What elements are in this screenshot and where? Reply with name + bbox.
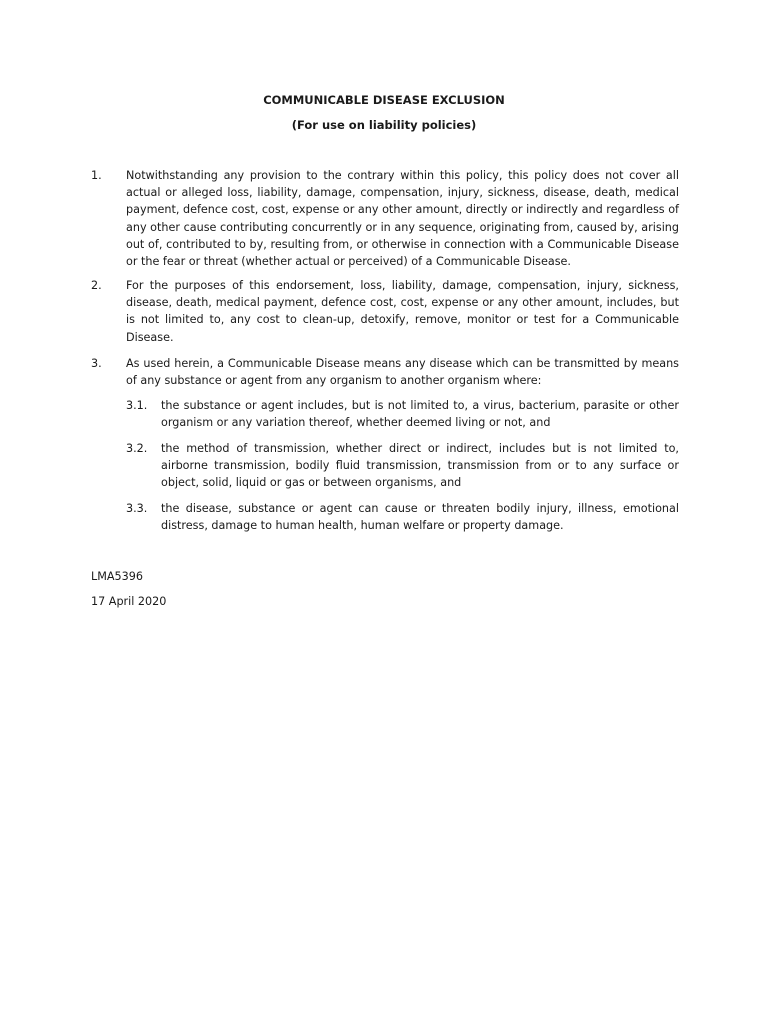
sub-clause-number: 3.1.	[126, 399, 148, 412]
document-title: COMMUNICABLE DISEASE EXCLUSION	[263, 93, 505, 107]
sub-clause-text: the disease, substance or agent can cause or threaten bodily injury, illness, emotional distress, damage to human health, human welfare or property damage.	[161, 502, 679, 533]
sub-clause-number: 3.3.	[126, 502, 148, 515]
clause-number: 2.	[91, 279, 102, 292]
sub-clause-text: the method of transmission, whether direct or indirect, includes but is not limited to, airborne transmission, bodily fluid transmission, transmission from or to any surface or object, solid, liquid or gas or between organisms, and	[161, 442, 679, 490]
clause-text: For the purposes of this endorsement, loss, liability, damage, compensation, injury, sickness, disease, death, medical payment, defence cost, cost, expense or any other amount, includes, but is not limited to, any cost to clean-up, detoxify, remove, monitor or test for a Communicable Disease.	[126, 279, 679, 344]
sub-clause-number: 3.2.	[126, 442, 148, 455]
document-date: 17 April 2020	[91, 595, 167, 608]
clause-text: Notwithstanding any provision to the contrary within this policy, this policy does not cover all actual or alleged loss, liability, damage, compensation, injury, sickness, disease, death, medical payment, defence cost, cost, expense or any other amount, directly or indirectly and regardless of any other cause contributing concurrently or in any sequence, originating from, caused by, arising out of, contributed to by, resulting from, or otherwise in connection with a Communicable Disease or the fear or threat (whether actual or perceived) of a Communicable Disease.	[126, 169, 679, 269]
document-reference: LMA5396	[91, 570, 144, 583]
clause-number: 1.	[91, 169, 102, 182]
document-subtitle: (For use on liability policies)	[291, 118, 477, 132]
sub-clause-text: the substance or agent includes, but is not limited to, a virus, bacterium, parasite or other organism or any variation thereof, whether deemed living or not, and	[161, 399, 679, 430]
clause-number: 3.	[91, 357, 102, 370]
clause-text: As used herein, a Communicable Disease means any disease which can be transmitted by means of any substance or agent from any organism to another organism where:	[126, 357, 679, 388]
